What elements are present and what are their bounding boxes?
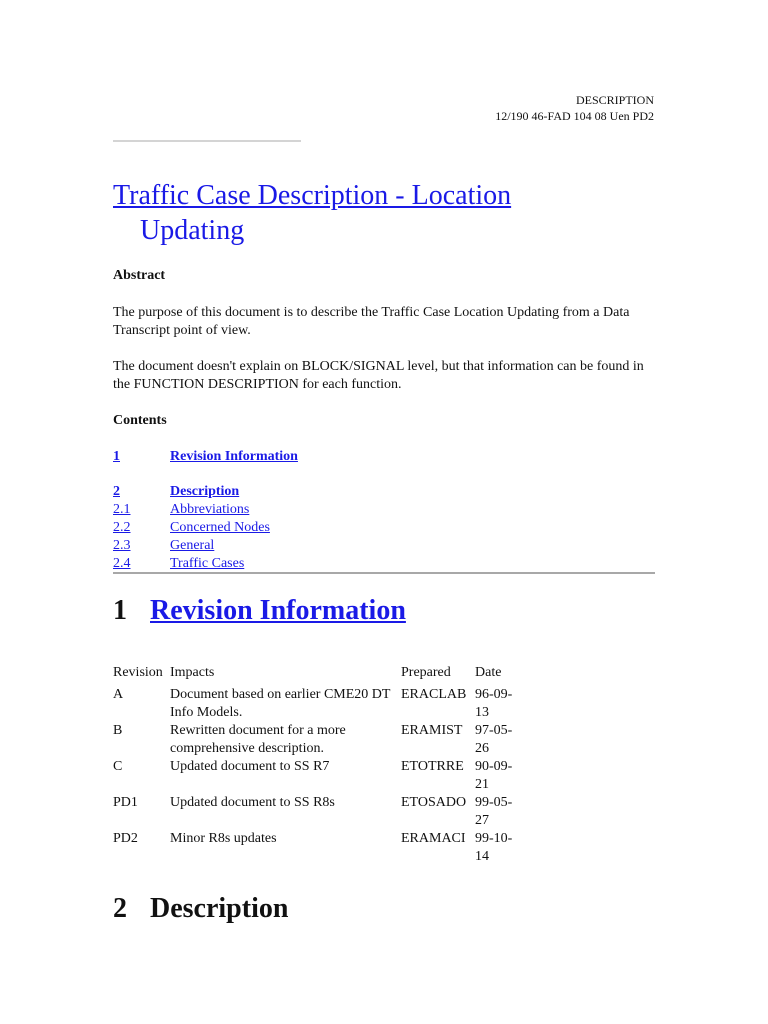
column-header-revision: Revision (113, 665, 163, 680)
table-of-contents (113, 448, 653, 573)
toc-entry-2-1 (113, 501, 653, 519)
abstract-paragraph-1: The purpose of this document is to describe the Traffic Case Location Updating from a Data Transcript point of view. (113, 305, 630, 338)
document-type: DESCRIPTION (575, 93, 654, 107)
toc-entry-2-4 (113, 555, 653, 573)
impacts-cell: Minor R8s updates (170, 831, 277, 846)
toc-number-link[interactable]: 2.1 (113, 502, 131, 517)
column-header-prepared: Prepared (401, 665, 451, 680)
toc-link-traffic-cases[interactable]: Traffic Cases (170, 556, 245, 571)
date-cell: 99-05-27 (475, 795, 513, 828)
document-title (113, 178, 593, 248)
impacts-cell: Rewritten document for a more comprehensive description. (170, 723, 346, 756)
toc-link-description[interactable]: Description (170, 484, 240, 499)
toc-entry-2-3 (113, 537, 653, 555)
toc-link-concerned-nodes[interactable]: Concerned Nodes (170, 520, 270, 535)
table-row (113, 758, 525, 794)
revision-cell: B (113, 723, 123, 738)
prepared-cell: ETOTRRE (401, 759, 464, 774)
section-number: 1 (113, 595, 127, 626)
revision-table (113, 664, 525, 866)
title-line-2: Updating (140, 215, 245, 246)
document-number: 12/190 46-FAD 104 08 Uen PD2 (495, 109, 654, 123)
revision-cell: A (113, 687, 124, 702)
toc-number-link[interactable]: 2.2 (113, 520, 131, 535)
section-number: 2 (113, 893, 127, 924)
section-2-heading (113, 892, 288, 926)
impacts-cell: Updated document to SS R8s (170, 795, 335, 810)
toc-number-link[interactable]: 2 (113, 484, 120, 499)
contents-divider (113, 572, 655, 574)
toc-number-link[interactable]: 2.4 (113, 556, 131, 571)
title-line-1: Traffic Case Description - Location (113, 180, 512, 211)
contents-label: Contents (113, 413, 167, 428)
table-row (113, 722, 525, 758)
section-1-heading (113, 594, 406, 628)
section-2-title: Description (150, 893, 289, 924)
document-header (495, 92, 654, 124)
toc-entry-2 (113, 483, 653, 501)
section-1-title-link[interactable]: Revision Information (150, 595, 406, 626)
table-header-row (113, 664, 525, 686)
date-cell: 97-05-26 (475, 723, 513, 756)
prepared-cell: ERAMIST (401, 723, 463, 738)
table-row (113, 686, 525, 722)
date-cell: 96-09-13 (475, 687, 513, 720)
prepared-cell: ERACLAB (401, 687, 467, 702)
column-header-date: Date (475, 665, 502, 680)
document-title-link[interactable] (113, 180, 511, 246)
abstract-paragraph-2: The document doesn't explain on BLOCK/SIGNAL level, but that information can be found in the FUNCTION DESCRIPTION for each function. (113, 359, 644, 392)
column-header-impacts: Impacts (170, 665, 215, 680)
prepared-cell: ERAMACI (401, 831, 466, 846)
toc-link-revision-information[interactable]: Revision Information (170, 449, 298, 464)
toc-entry-2-2 (113, 519, 653, 537)
table-row (113, 794, 525, 830)
header-divider (113, 140, 301, 142)
date-cell: 90-09-21 (475, 759, 513, 792)
revision-cell: PD1 (113, 795, 138, 810)
table-row (113, 830, 525, 866)
toc-number-link[interactable]: 1 (113, 449, 120, 464)
revision-cell: C (113, 759, 123, 774)
toc-number-link[interactable]: 2.3 (113, 538, 131, 553)
revision-cell: PD2 (113, 831, 138, 846)
impacts-cell: Updated document to SS R7 (170, 759, 330, 774)
toc-link-abbreviations[interactable]: Abbreviations (170, 502, 250, 517)
toc-link-general[interactable]: General (170, 538, 215, 553)
impacts-cell: Document based on earlier CME20 DT Info Models. (170, 687, 391, 720)
date-cell: 99-10-14 (475, 831, 513, 864)
abstract-label: Abstract (113, 268, 166, 283)
toc-entry-1 (113, 448, 653, 466)
prepared-cell: ETOSADO (401, 795, 467, 810)
